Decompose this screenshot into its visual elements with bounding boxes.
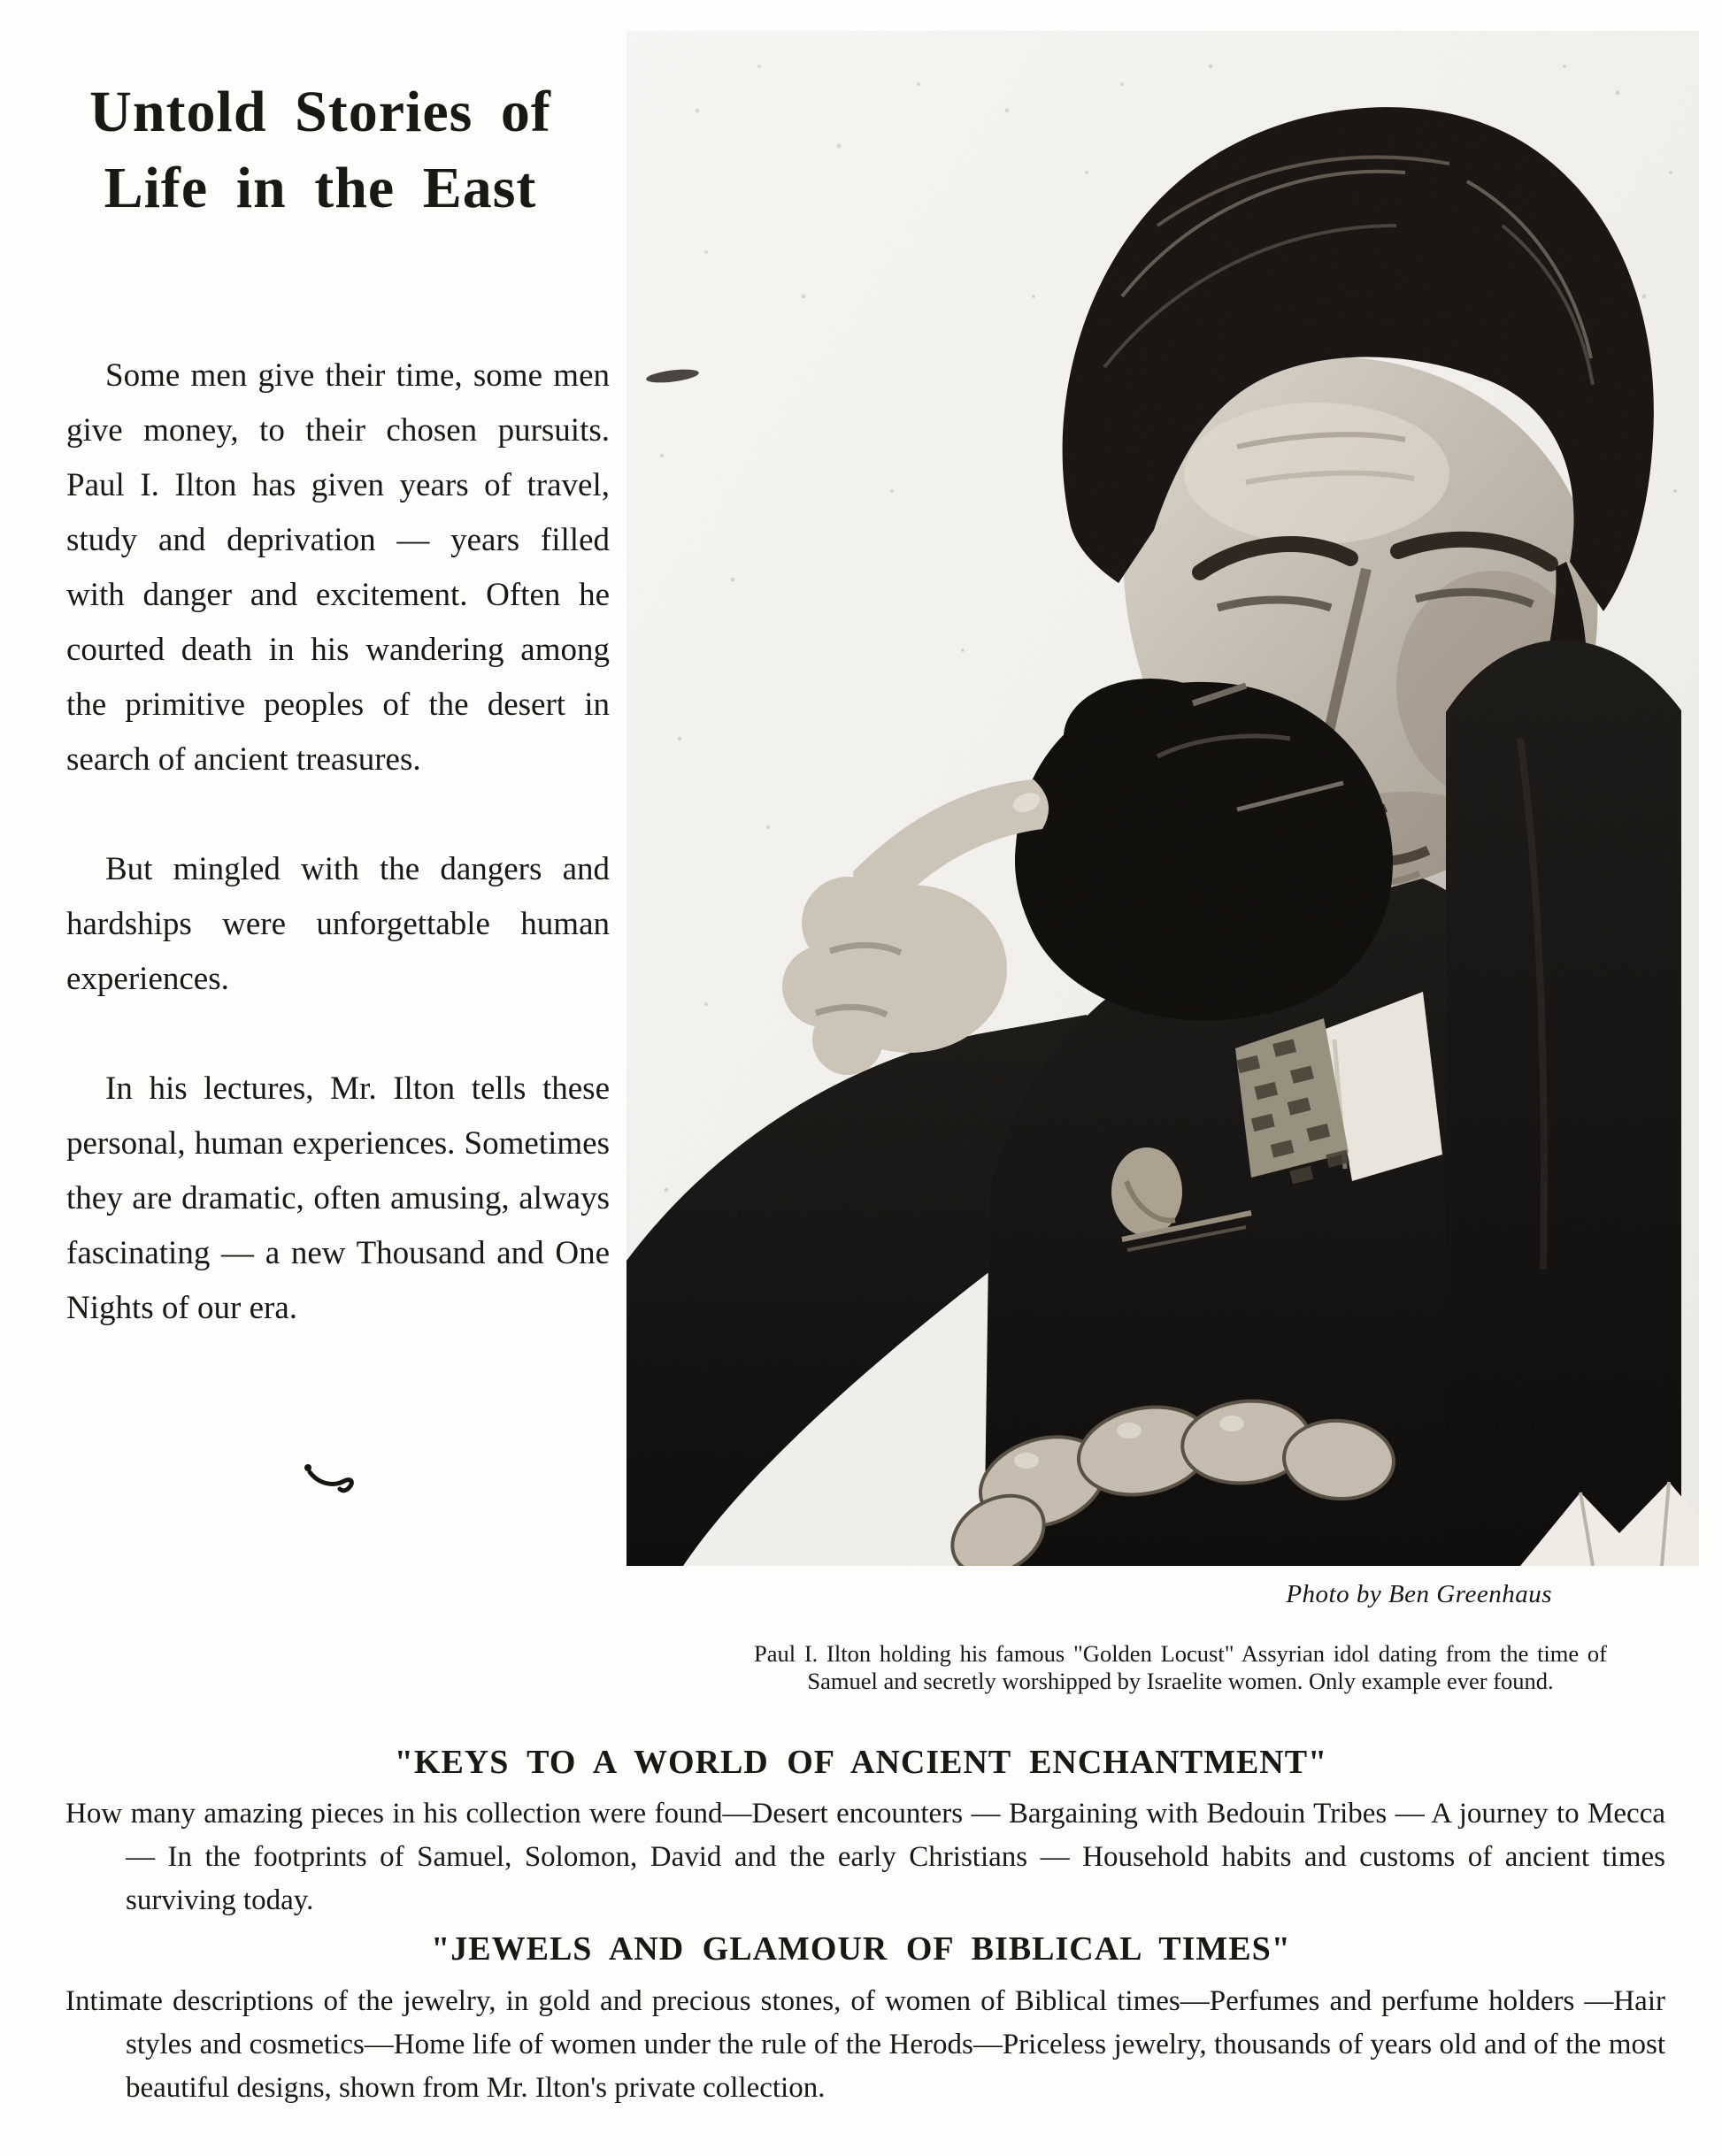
photo-credit: Photo by Ben Greenhaus [1286, 1580, 1552, 1608]
intro-paragraph-2: But mingled with the dangers and hardships were unforgettable human experiences. [66, 851, 610, 997]
portrait-photo [627, 31, 1699, 1566]
flourish-ornament-icon [297, 1460, 359, 1499]
section-heading-jewels: "JEWELS AND GLAMOUR OF BIBLICAL TIMES" [431, 1930, 1291, 1968]
intro-paragraph-1: Some men give their time, some men give money, to their chosen pursuits. Paul I. Ilton has given years of travel, study and deprivation — years filled with danger and excitement. Often he courted death in his wandering among the primitive peoples of the desert in search of ancient treasures. [66, 357, 610, 778]
intro-column [66, 349, 610, 1336]
section-heading-keys: "KEYS TO A WORLD OF ANCIENT ENCHANTMENT" [394, 1744, 1328, 1781]
intro-paragraph-3: In his lectures, Mr. Ilton tells these personal, human experiences. Sometimes they are dramatic, often amusing, always fascinating — a new Thousand and One Nights of our era. [66, 1070, 610, 1326]
section-body-keys: How many amazing pieces in his collection were found—Desert encounters — Bargaining with Bedouin Tribes — A journey to Mecca — In the footprints of Samuel, Solomon, David and the early Christians — Household habits and customs of ancient times surviving today. [65, 1798, 1665, 1916]
title-line-1: Untold Stories of [89, 80, 551, 144]
page-title [46, 74, 595, 226]
section-body-jewels: Intimate descriptions of the jewelry, in gold and precious stones, of women of Biblical times—Perfumes and perfume holders —Hair styles and cosmetics—Home life of women under the rule of the Herods—Priceless jewelry, thousands of years old and of the most beautiful designs, shown from Mr. Ilton's private collection. [65, 1985, 1665, 2104]
title-line-2: Life in the East [104, 155, 537, 220]
photo-caption: Paul I. Ilton holding his famous "Golden Locust" Assyrian idol dating from the time of Samuel and secretly worshipped by Israelite women. Only example ever found. [754, 1640, 1607, 1694]
